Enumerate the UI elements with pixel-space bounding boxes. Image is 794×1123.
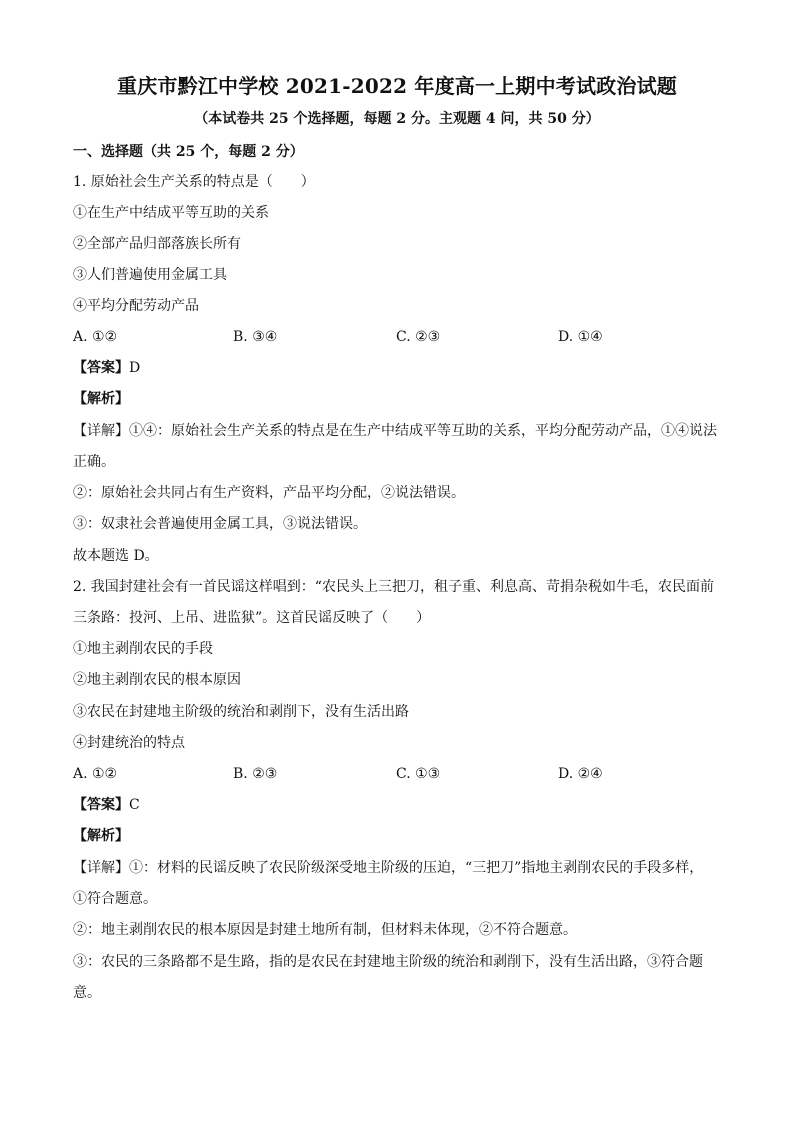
q2-stem-1: 2. 我国封建社会有一首民谣这样唱到：“农民头上三把刀，租子重、利息高、苛捐杂税如牛毛，农民面前 xyxy=(73,579,714,595)
q2-option-d: D. ②④ xyxy=(558,766,603,782)
q2-detail-3: ②：地主剥削农民的根本原因是封建土地所有制，但材料未体现，②不符合题意。 xyxy=(73,922,577,938)
q1-answer xyxy=(73,358,140,378)
q2-answer xyxy=(73,795,140,815)
q1-detail-1: 【详解】①④：原始社会生产关系的特点是在生产中结成平等互助的关系，平均分配劳动产品，①④说法 xyxy=(73,423,717,439)
page-subtitle: （本试卷共 25 个选择题，每题 2 分。主观题 4 问，共 50 分） xyxy=(194,111,600,127)
q1-item-1: ①在生产中结成平等互助的关系 xyxy=(73,205,269,221)
q1-detail-4: ③：奴隶社会普遍使用金属工具，③说法错误。 xyxy=(73,516,367,532)
q2-item-2: ②地主剥削农民的根本原因 xyxy=(73,672,241,688)
q2-detail-2: ①符合题意。 xyxy=(73,891,157,907)
q2-detail-4: ③：农民的三条路都不是生路，指的是农民在封建地主阶级的统治和剥削下，没有生活出路，③符合题 xyxy=(73,954,703,970)
q1-option-c: C. ②③ xyxy=(396,329,441,345)
q2-detail-5: 意。 xyxy=(73,985,101,1001)
q1-item-4: ④平均分配劳动产品 xyxy=(73,298,199,314)
q1-option-a: A. ①② xyxy=(73,329,118,345)
q1-item-2: ②全部产品归部落族长所有 xyxy=(73,236,241,252)
q1-option-b: B. ③④ xyxy=(233,329,278,345)
q2-answer-label: 【答案】 xyxy=(73,797,129,813)
q1-conclusion: 故本题选 D。 xyxy=(73,548,159,564)
q2-detail-1: 【详解】①：材料的民谣反映了农民阶级深受地主阶级的压迫，“三把刀”指地主剥削农民的手段多样， xyxy=(73,860,704,876)
q2-item-1: ①地主剥削农民的手段 xyxy=(73,641,213,657)
q2-stem-2: 三条路：投河、上吊、进监狱”。这首民谣反映了（ ） xyxy=(73,610,431,626)
q1-analysis-label: 【解析】 xyxy=(73,391,129,407)
section-heading: 一、选择题（共 25 个，每题 2 分） xyxy=(73,144,304,160)
q2-item-4: ④封建统治的特点 xyxy=(73,735,185,751)
q1-answer-value: D xyxy=(129,360,141,376)
q1-detail-2: 正确。 xyxy=(73,454,115,470)
q1-answer-label: 【答案】 xyxy=(73,360,129,376)
q2-answer-value: C xyxy=(129,797,140,813)
q1-detail-3: ②：原始社会共同占有生产资料，产品平均分配，②说法错误。 xyxy=(73,485,465,501)
q2-item-3: ③农民在封建地主阶级的统治和剥削下，没有生活出路 xyxy=(73,704,409,720)
q2-option-a: A. ①② xyxy=(73,766,118,782)
q2-option-b: B. ②③ xyxy=(233,766,278,782)
q2-option-c: C. ①③ xyxy=(396,766,441,782)
page-title: 重庆市黔江中学校 2021-2022 年度高一上期中考试政治试题 xyxy=(117,74,677,98)
q1-stem: 1. 原始社会生产关系的特点是（ ） xyxy=(73,174,315,190)
q2-analysis-label: 【解析】 xyxy=(73,828,129,844)
q1-item-3: ③人们普遍使用金属工具 xyxy=(73,267,227,283)
q1-option-d: D. ①④ xyxy=(558,329,603,345)
